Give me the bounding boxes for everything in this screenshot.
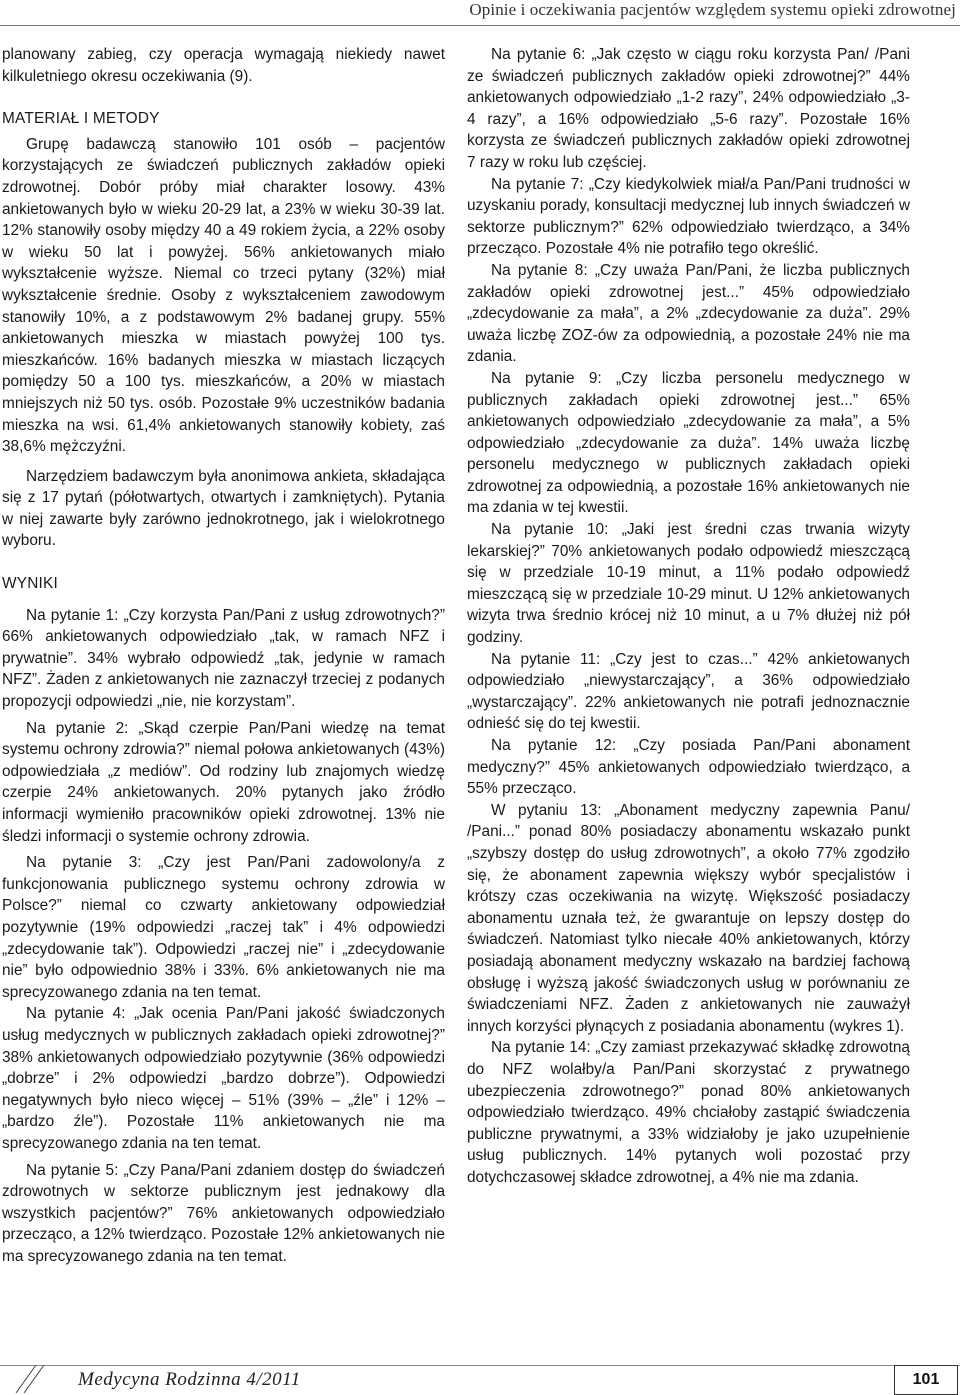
- heading-results: WYNIKI: [2, 575, 58, 593]
- paragraph-q6: Na pytanie 6: „Jak często w ciągu roku korzysta Pan/ /Pani ze świadczeń publicznych zakładów opieki zdrowotnej?” 44% ankietowanych odpowiedziało „1-2 razy”, 24% odpowiedziało „3-4 razy”, a 16% odpowiedziało „5-6 razy”. Pozostałe 16% korzysta ze świadczeń publicznych zakładów opieki zdrowotnej 7 razy w roku lub częściej.: [467, 46, 910, 171]
- paragraph-q7: Na pytanie 7: „Czy kiedykolwiek miał/a Pan/Pani trudności w uzyskaniu porady, konsultacji medycznej lub innych świadczeń w sektorze publicznym?” 62% odpowiedziało twierdząco, a 34% przecząco. Pozostałe 4% nie potrafiło tego określić.: [467, 175, 910, 258]
- paragraph-methods-1: Grupę badawczą stanowiło 101 osób – pacjentów korzystających ze świadczeń publicznych zakładów opieki zdrowotnej. Dobór próby miał charakter losowy. 43% ankietowanych było w wieku 20-29 lat, a 23% w wieku 30-39 lat. 12% stanowiły osoby między 40 a 49 rokiem życia, a 22% osoby w wieku 50 lat i powyżej. 56% ankietowanych miało wykształcenie wyższe. Niemal co trzeci pytany (32%) miał wykształcenie średnie. Osoby z wykształceniem zawodowym stanowiły 10%, a z podstawowym 2% badanej grupy. 55% ankietowanych mieszka w miastach powyżej 100 tys. mieszkańców. 16% badanych mieszka w miastach liczących pomiędzy 50 a 100 tys. mieszkańców, a 20% w miastach mniejszych niż 50 tys. osób. Pozostałe 9% uczestników badania mieszka na wsi. 61,4% ankietowanych stanowiły kobiety, zaś 38,6% mężczyźni.: [2, 135, 445, 456]
- paragraph-q11: Na pytanie 11: „Czy jest to czas...” 42% ankietowanych odpowiedziało „niewystarczający”, a 36% odpowiedziało „wystarczający”. 22% ankietowanych nie potrafi jednoznacznie odnieść się do tej kwestii.: [467, 650, 910, 733]
- paragraph-q4: Na pytanie 4: „Jak ocenia Pan/Pani jakość świadczonych usług medycznych w publicznych zakładach opieki zdrowotnej?” 38% ankietowanych odpowiedziało pozytywnie (36% odpowiedzi „dobrze” i 2% odpowiedzi „bardzo dobrze”). Odpowiedzi negatywnych było nieco więcej – 51% (39% – „źle” i 12% – „bardzo źle”). Pozostałe 11% ankietowanych nie ma sprecyzowanego zdania na ten temat.: [2, 1005, 445, 1152]
- paragraph-q8: Na pytanie 8: „Czy uważa Pan/Pani, że liczba publicznych zakładów opieki zdrowotnej jest...” 45% odpowiedziało „zdecydowanie za mała”, a 2% „zdecydowanie za duża”. 29% uważa liczbę ZOZ-ów za odpowiednią, a pozostałe 24% nie ma zdania.: [467, 261, 910, 366]
- paragraph-q10: Na pytanie 10: „Jaki jest średni czas trwania wizyty lekarskiej?” 70% ankietowanych podało odpowiedź mieszczącą się w przedziale 10-19 minut, a 11% podało odpowiedź mieszczącą się w przedziale 10-29 minut. U 12% ankietowanych wizyta trwa średnio krócej niż 10 minut, a u 7% dłużej niż pół godziny.: [467, 521, 910, 647]
- heading-methods: MATERIAŁ I METODY: [2, 110, 160, 128]
- paragraph-q3: Na pytanie 3: „Czy jest Pan/Pani zadowolony/a z funkcjonowania publicznego systemu ochrony zdrowia w Polsce?” niemal co czwarty ankietowany odpowiedział pozytywnie (19% odpowiedzi „raczej tak” i 4% odpowiedzi „zdecydowanie tak”). Odpowiedzi „raczej nie” i „zdecydowanie nie” było odpowiednio 38% i 33%. 6% ankietowanych nie ma sprecyzowanego zdania na ten temat.: [2, 854, 445, 1001]
- paragraph-q1: Na pytanie 1: „Czy korzysta Pan/Pani z usług zdrowotnych?” 66% ankietowanych odpowiedziało „tak, w ramach NFZ i prywatnie”. 34% wybrało odpowiedź „tak, jedynie w ramach NFZ”. Żaden z ankietowanych nie zaznaczył trzeciej z podanych propozycji odpowiedzi „nie, nie korzystam”.: [2, 606, 445, 711]
- paragraph-methods-2: Narzędziem badawczym była anonimowa ankieta, składająca się z 17 pytań (półotwartych, otwartych i zamkniętych). Pytania w niej zawarte były zarówno jednokrotnego, jak i wielokrotnego wyboru.: [2, 467, 445, 550]
- left-column: [2, 44, 445, 1267]
- paragraph-intro-end: planowany zabieg, czy operacja wymagają niekiedy nawet kilkuletniego okresu oczekiwania (9).: [2, 46, 445, 85]
- page-footer: [0, 1362, 960, 1395]
- page-number: 101: [894, 1365, 958, 1395]
- footer-journal-title: Medycyna Rodzinna 4/2011: [78, 1369, 301, 1390]
- header-rule: [0, 25, 960, 26]
- paragraph-q14: Na pytanie 14: „Czy zamiast przekazywać składkę zdrowotną do NFZ wolałby/a Pan/Pani skorzystać z prywatnego ubezpieczenia zdrowotnego?” ponad 80% ankietowanych odpowiedziało twierdząco. 49% chciałoby zastąpić świadczenia publiczne prywatnymi, a 33% widziałoby je jako uzupełnienie usług publicznych. 14% pytanych woli pozostać przy dotychczasowej składce zdrowotnej, a 4% nie ma zdania.: [467, 1039, 910, 1186]
- paragraph-q5: Na pytanie 5: „Czy Pana/Pani zdaniem dostęp do świadczeń zdrowotnych w sektorze publicznym jest jednakowy dla wszystkich pacjentów?” 76% ankietowanych odpowiedziało przecząco, a 12% twierdząco. Pozostałe 12% ankietowanych nie ma sprecyzowanego zdania na ten temat.: [2, 1161, 445, 1265]
- footer-rule: [0, 1365, 960, 1366]
- running-header-title: Opinie i oczekiwania pacjentów względem systemu opieki zdrowotnej: [469, 0, 956, 19]
- paragraph-q9: Na pytanie 9: „Czy liczba personelu medycznego w publicznych zakładach opieki zdrowotnej jest...” 65% ankietowanych odpowiedziało „zdecydowanie za mała”, a 5% odpowiedziało „zdecydowanie za duża”. 14% uważa liczbę personelu medycznego w publicznych zakładach opieki zdrowotnej za odpowiednią, a pozostałe 16% ankietowanych nie ma zdania w tej kwestii.: [467, 369, 910, 517]
- paragraph-q13: W pytaniu 13: „Abonament medyczny zapewnia Panu/ /Pani...” ponad 80% posiadaczy abonamentu wskazało punkt „szybszy dostęp do usług zdrowotnych”, a około 77% zgodziło się, że abonament zapewnia większy wybór specjalistów i krótszy czas oczekiwania na wizytę. Większość posiadaczy abonamentu uznała też, że gwarantuje on lepszy dostęp do świadczeń. Natomiast tylko niecałe 40% ankietowanych, którzy posiadają abonament medyczny wskazało na bardziej fachową obsługę i wyższą jakość świadczonych usług w porównaniu ze świadczeniami NFZ. Żaden z ankietowanych nie zauważył innych korzyści płynących z posiadania abonamentu (wykres 1).: [467, 801, 910, 1035]
- paragraph-q12: Na pytanie 12: „Czy posiada Pan/Pani abonament medyczny?” 45% ankietowanych odpowiedziało twierdząco, a 55% przecząco.: [467, 737, 910, 798]
- paragraph-q2: Na pytanie 2: „Skąd czerpie Pan/Pani wiedzę na temat systemu ochrony zdrowia?” niemal połowa ankietowanych (43%) odpowiedziała „z mediów”. Od rodziny lub znajomych wiedzę czerpie 24% ankietowanych. 20% pytanych jako źródło informacji wymieniło pracowników opieki zdrowotnej. 13% nie śledzi informacji o systemie ochrony zdrowia.: [2, 719, 445, 845]
- footer-decoration-icon: [10, 1365, 50, 1393]
- right-column: [467, 44, 910, 1188]
